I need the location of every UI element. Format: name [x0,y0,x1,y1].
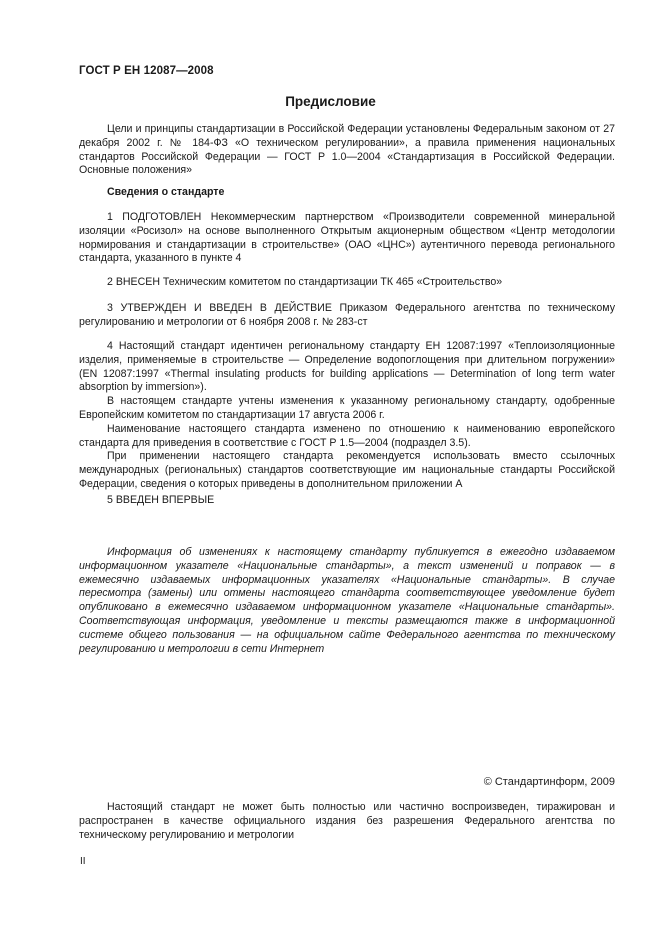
item-4-section [79,340,615,492]
notice-paragraph: Информация об изменениях к настоящему стандарту публикуется в ежегодно издаваемом информационном указателе «Национальные стандарты», а текст изменений и поправок — в ежемесячно издаваемых информационных указателях «Национальные стандарты». В случае пересмотра (замены) или отмены настоящего стандарта соответствующее уведомление будет опубликовано в ежемесячно издаваемом информационном указателе «Национальные стандарты». Соответствующая информация, уведомление и тексты размещаются также в информационной системе общего пользования — на официальном сайте Федерального агентства по техническому регулированию и метрологии в сети Интернет [79,546,615,655]
page-title: Предисловие [285,94,376,109]
item-4-name-paragraph: Наименование настоящего стандарта изменено по отношению к наименованию европейского стандарта для приведения в соответствие с ГОСТ Р 1.5—2004 (подраздел 3.5). [79,422,615,449]
info-heading: Сведения о стандарте [107,186,225,198]
item-2-paragraph: 2 ВНЕСЕН Техническим комитетом по стандартизации ТК 465 «Строительство» [107,276,503,288]
item-1-paragraph: 1 ПОДГОТОВЛЕН Некоммерческим партнерством «Производители современной минеральной изоляции «Росизол» на основе выполненного Открытым акционерным обществом «Центр методологии нормирования и стандартизации в строительстве» (ОАО «ЦНС») аутентичного перевода регионального стандарта, указанного в пункте 4 [79,211,615,265]
intro-paragraph: Цели и принципы стандартизации в Российской Федерации установлены Федеральным законом от 27 декабря 2002 г. № 184-ФЗ «О техническом регулировании», а правила применения национальных стандартов Российской Федерации — ГОСТ Р 1.0—2004 «Стандартизация в Российской Федерации. Основные положения» [79,123,615,177]
document-code-header: ГОСТ Р ЕН 12087—2008 [79,65,214,77]
item-4-paragraph: 4 Настоящий стандарт идентичен региональному стандарту ЕН 12087:1997 «Теплоизоляционные изделия, применяемые в строительстве — Определение водопоглощения при длительном погружении» (EN 12087:1997 «Thermal insulating products for building applications — Determination of long term water absorption by immersion»). [79,340,615,394]
copyright-notice: © Стандартинформ, 2009 [483,776,615,788]
item-5-paragraph: 5 ВВЕДЕН ВПЕРВЫЕ [107,494,215,506]
legal-notice: Настоящий стандарт не может быть полностью или частично воспроизведен, тиражирован и распространен в качестве официального издания без разрешения Федерального агентства по техническому регулированию и метрологии [79,801,615,841]
item-3-paragraph: 3 УТВЕРЖДЕН И ВВЕДЕН В ДЕЙСТВИЕ Приказом Федерального агентства по техническому регулированию и метрологии от 6 ноября 2008 г. № 283-ст [79,302,615,328]
page-number: II [80,856,86,867]
item-4-references-paragraph: При применении настоящего стандарта рекомендуется использовать вместо ссылочных международных (региональных) стандартов соответствующие им национальные стандарты Российской Федерации, сведения о которых приведены в дополнительном приложении А [79,450,615,490]
item-4-changes-paragraph: В настоящем стандарте учтены изменения к указанному региональному стандарту, одобренные Европейским комитетом по стандартизации 17 августа 2006 г. [79,395,615,421]
